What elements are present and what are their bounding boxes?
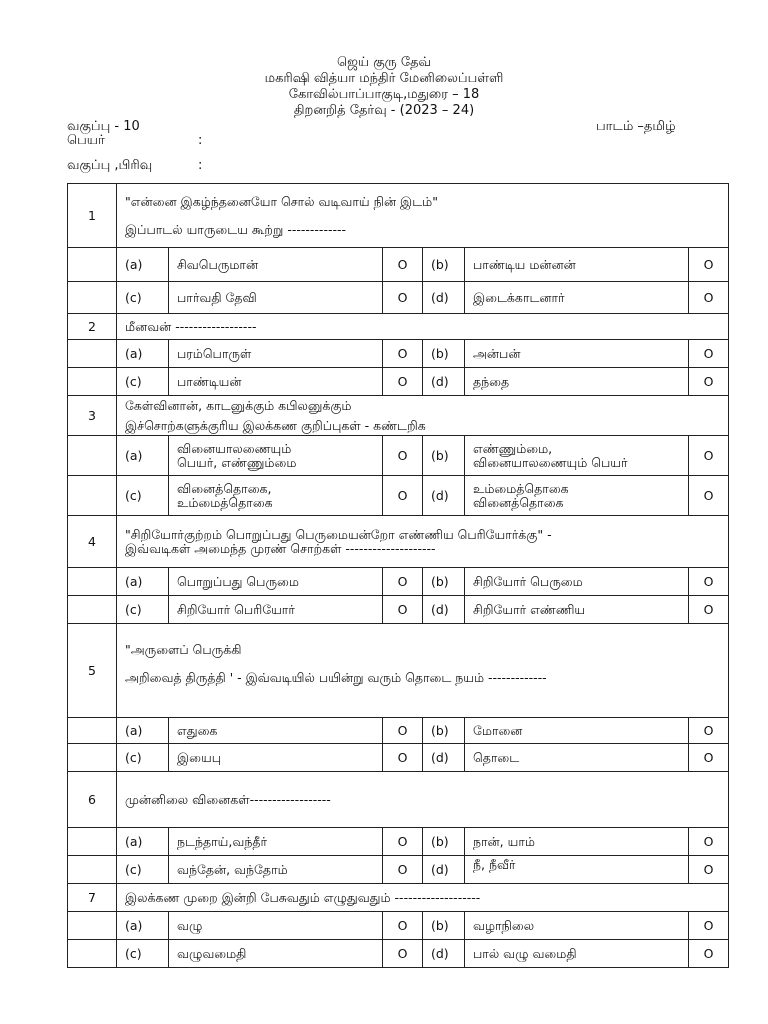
option-text: வழாநிலை — [465, 912, 689, 940]
answer-bubble[interactable]: O — [689, 718, 729, 744]
answer-bubble[interactable]: O — [689, 568, 729, 596]
answer-bubble[interactable]: O — [689, 282, 729, 314]
answer-bubble[interactable]: O — [383, 940, 423, 968]
option-key: (b) — [423, 436, 465, 476]
question-line: "அருளைப் பெருக்கி — [125, 641, 242, 657]
option-key: (d) — [423, 744, 465, 772]
answer-bubble[interactable]: O — [383, 744, 423, 772]
question-number: 4 — [68, 516, 117, 568]
question-line: கேள்வினான், காடனுக்கும் கபிலனுக்கும் — [125, 397, 352, 413]
option-key: (d) — [423, 476, 465, 516]
question-line: இப்பாடல் யாருடைய கூற்று ------------- — [125, 221, 346, 237]
option-text: வந்தேன், வந்தோம் — [169, 856, 383, 884]
option-row — [68, 596, 729, 624]
option-key: (a) — [117, 828, 169, 856]
section-label: வகுப்பு ,பிரிவு — [67, 158, 153, 173]
option-row — [68, 476, 729, 516]
option-key: (b) — [423, 568, 465, 596]
question-number: 2 — [68, 314, 117, 340]
option-text: பார்வதி தேவி — [169, 282, 383, 314]
option-text — [169, 476, 383, 516]
answer-bubble[interactable]: O — [689, 744, 729, 772]
option-row — [68, 340, 729, 368]
option-key: (c) — [117, 744, 169, 772]
option-text: பொறுப்பது பெருமை — [169, 568, 383, 596]
answer-bubble[interactable]: O — [383, 476, 423, 516]
option-text: தந்தை — [465, 368, 689, 396]
option-line: வினையாலணையும் பெயர் — [473, 454, 628, 470]
option-text: சிறியோர் பெருமை — [465, 568, 689, 596]
option-line: உம்மைத்தொகை — [473, 480, 569, 496]
answer-bubble[interactable]: O — [383, 568, 423, 596]
answer-bubble[interactable]: O — [689, 476, 729, 516]
subject-label: பாடம் –தமிழ் — [596, 119, 676, 134]
name-label: பெயர் — [67, 133, 105, 148]
option-key: (b) — [423, 248, 465, 282]
question-line: "சிறியோர்குற்றம் பொறுப்பது பெருமையன்றோ எண்ணிய பெரியோர்க்கு" - — [125, 526, 552, 542]
option-row — [68, 856, 729, 884]
option-text: பாண்டிய மன்னன் — [465, 248, 689, 282]
option-row — [68, 940, 729, 968]
option-key: (d) — [423, 282, 465, 314]
option-line: எண்ணும்மை, — [473, 440, 553, 456]
answer-bubble[interactable]: O — [383, 368, 423, 396]
question-row — [68, 624, 729, 718]
option-key: (a) — [117, 248, 169, 282]
option-key: (a) — [117, 718, 169, 744]
option-key: (c) — [117, 368, 169, 396]
answer-bubble[interactable]: O — [383, 340, 423, 368]
question-text: இலக்கண முறை இன்றி பேசுவதும் எழுதுவதும் ------------------- — [117, 884, 729, 912]
option-key: (d) — [423, 856, 465, 884]
answer-bubble[interactable]: O — [383, 856, 423, 884]
answer-bubble[interactable]: O — [689, 248, 729, 282]
answer-bubble[interactable]: O — [689, 368, 729, 396]
question-line: இச்சொற்களுக்குரிய இலக்கண குறிப்புகள் - கண்டறிக — [125, 417, 426, 433]
option-key: (c) — [117, 282, 169, 314]
question-row — [68, 184, 729, 248]
option-row — [68, 248, 729, 282]
option-key: (c) — [117, 856, 169, 884]
question-text — [117, 184, 729, 248]
option-key: (a) — [117, 436, 169, 476]
school-motto: ஜெய் குரு தேவ் — [336, 55, 432, 70]
answer-bubble[interactable]: O — [383, 596, 423, 624]
option-key: (c) — [117, 940, 169, 968]
option-text: மோனை — [465, 718, 689, 744]
option-text — [465, 436, 689, 476]
section-colon: : — [198, 158, 203, 173]
question-line: "என்னை இகழ்ந்தனையோ சொல் வடிவாய் நின் இடம்" — [125, 193, 438, 209]
option-key: (b) — [423, 718, 465, 744]
answer-bubble[interactable]: O — [383, 248, 423, 282]
answer-bubble[interactable]: O — [689, 340, 729, 368]
option-key: (a) — [117, 568, 169, 596]
option-key: (d) — [423, 596, 465, 624]
option-key: (c) — [117, 476, 169, 516]
option-row — [68, 828, 729, 856]
answer-bubble[interactable]: O — [689, 596, 729, 624]
option-row — [68, 282, 729, 314]
question-number: 7 — [68, 884, 117, 912]
option-text: பரம்பொருள் — [169, 340, 383, 368]
option-key: (b) — [423, 828, 465, 856]
question-number: 5 — [68, 624, 117, 718]
option-key: (d) — [423, 368, 465, 396]
option-line: பெயர், எண்ணும்மை — [177, 454, 297, 470]
option-text: நான், யாம் — [465, 828, 689, 856]
option-text: சிவபெருமான் — [169, 248, 383, 282]
option-row — [68, 436, 729, 476]
option-line: வினைத்தொகை, — [177, 480, 272, 496]
option-text: நடந்தாய்,வந்தீர் — [169, 828, 383, 856]
answer-bubble[interactable]: O — [383, 718, 423, 744]
school-address: கோவில்பாப்பாகுடி,மதுரை – 18 — [288, 87, 480, 102]
question-line: இவ்வடிகள் அமைந்த முரண் சொற்கள் -------------------- — [125, 540, 436, 556]
option-key: (a) — [117, 340, 169, 368]
option-key: (b) — [423, 912, 465, 940]
question-number: 6 — [68, 772, 117, 828]
option-text — [169, 436, 383, 476]
option-text: சிறியோர் எண்ணிய — [465, 596, 689, 624]
option-key: (d) — [423, 940, 465, 968]
option-row — [68, 368, 729, 396]
question-text — [117, 624, 729, 718]
question-row — [68, 884, 729, 912]
answer-bubble[interactable]: O — [689, 940, 729, 968]
option-line: வினையாலணையும் — [177, 440, 292, 456]
option-text: வழு — [169, 912, 383, 940]
answer-bubble[interactable]: O — [689, 436, 729, 476]
option-key: (a) — [117, 912, 169, 940]
option-text — [465, 476, 689, 516]
class-label: வகுப்பு - 10 — [67, 119, 140, 134]
question-row — [68, 516, 729, 568]
answer-bubble[interactable]: O — [383, 828, 423, 856]
option-text: இடைக்காடனார் — [465, 282, 689, 314]
option-text: சிறியோர் பெரியோர் — [169, 596, 383, 624]
option-text: வழுவமைதி — [169, 940, 383, 968]
option-text: அன்பன் — [465, 340, 689, 368]
question-number: 3 — [68, 396, 117, 436]
question-text: மீனவன் ------------------ — [117, 314, 729, 340]
exam-title: திறனறித் தேர்வு - (2023 – 24) — [293, 103, 475, 118]
question-row — [68, 314, 729, 340]
answer-bubble[interactable]: O — [689, 912, 729, 940]
question-text: முன்னிலை வினைகள்------------------ — [117, 772, 729, 828]
option-line: உம்மைத்தொகை — [177, 494, 273, 510]
name-colon: : — [198, 133, 203, 148]
question-line: அறிவைத் திருத்தி ' - இவ்வடியில் பயின்று வரும் தொடை நயம் ------------- — [125, 669, 547, 685]
answer-bubble[interactable]: O — [383, 912, 423, 940]
option-text: இயைபு — [169, 744, 383, 772]
option-key: (b) — [423, 340, 465, 368]
option-text: தொடை — [465, 744, 689, 772]
question-row — [68, 396, 729, 436]
question-number: 1 — [68, 184, 117, 248]
option-line: வினைத்தொகை — [473, 494, 564, 510]
question-row — [68, 772, 729, 828]
question-text — [117, 396, 729, 436]
answer-bubble[interactable]: O — [689, 856, 729, 884]
option-row — [68, 744, 729, 772]
option-text: எதுகை — [169, 718, 383, 744]
answer-bubble[interactable]: O — [689, 828, 729, 856]
option-text: பால் வழு வமைதி — [465, 940, 689, 968]
school-name: மகரிஷி வித்யா மந்திர் மேனிலைப்பள்ளி — [264, 71, 504, 86]
option-key: (c) — [117, 596, 169, 624]
question-text — [117, 516, 729, 568]
option-text: நீ, நீவீர் — [465, 856, 689, 884]
option-text: பாண்டியன் — [169, 368, 383, 396]
answer-bubble[interactable]: O — [383, 436, 423, 476]
option-row — [68, 718, 729, 744]
option-row — [68, 912, 729, 940]
question-table — [67, 183, 729, 968]
option-row — [68, 568, 729, 596]
answer-bubble[interactable]: O — [383, 282, 423, 314]
